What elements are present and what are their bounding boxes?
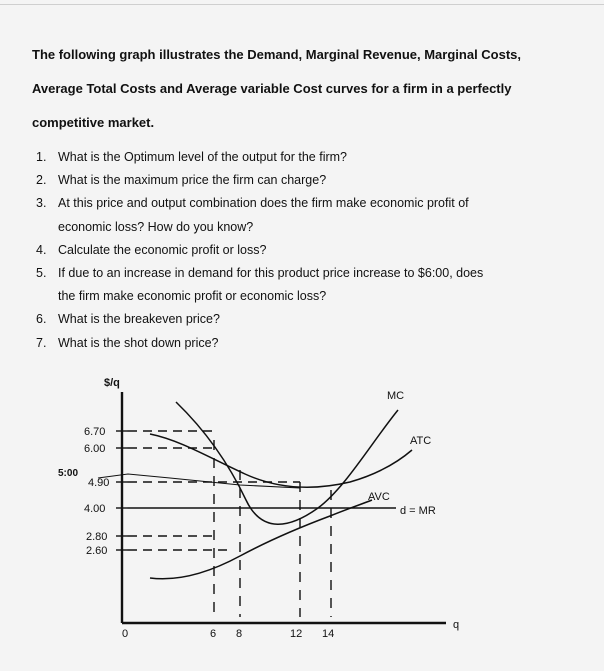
y-axis-label: $/q [104, 377, 120, 389]
question-item [36, 146, 566, 169]
question-text: What is the maximum price the firm can charge? [58, 173, 327, 188]
x-tick-label: 12 [290, 628, 303, 640]
y-tick-label: 2.80 [86, 531, 108, 543]
avc-curve [150, 500, 372, 579]
y-tick-label: 4.90 [88, 477, 110, 489]
question-number: 4. [36, 242, 47, 257]
question-text: If due to an increase in demand for this product price increase to $6:00, does [58, 266, 484, 281]
question-number: 7. [36, 335, 47, 350]
question-item [36, 308, 566, 331]
question-item [36, 169, 566, 192]
question-text: What is the breakeven price? [58, 312, 220, 327]
question-text: What is the shot down price? [58, 335, 219, 350]
question-item [36, 239, 566, 262]
avc-label: AVC [368, 491, 390, 503]
question-number: 1. [36, 150, 47, 164]
x-axis-label: q [453, 619, 460, 631]
question-text-continued: the firm make economic profit or economic loss? [58, 289, 327, 304]
handwritten-price-line [98, 474, 300, 488]
cost-curves-graph [0, 360, 604, 660]
x-tick-label: 0 [122, 628, 129, 640]
y-tick-label: 2.60 [86, 545, 108, 557]
question-number: 6. [36, 312, 47, 327]
y-tick-label: 4.00 [84, 503, 106, 515]
y-tick-label: 6.00 [84, 443, 106, 455]
problem-intro: The following graph illustrates the Demand, Marginal Revenue, Marginal Costs, Average Total Costs and Average variable Cost curves for a firm in a perfectly competitive market. [32, 47, 522, 130]
question-item [36, 192, 566, 238]
atc-curve [150, 434, 412, 487]
question-text: What is the Optimum level of the output for the firm? [58, 150, 348, 164]
atc-label: ATC [410, 435, 432, 447]
y-tick-label: 6.70 [84, 426, 106, 438]
demand-mr-label: d = MR [400, 505, 436, 517]
question-text: Calculate the economic profit or loss? [58, 242, 267, 257]
x-tick-label: 8 [236, 628, 243, 640]
question-item [36, 262, 566, 308]
question-text: At this price and output combination does the firm make economic profit of [58, 196, 469, 211]
question-list [36, 146, 566, 355]
question-number: 5. [36, 266, 47, 281]
question-item [36, 332, 566, 355]
x-tick-label: 6 [210, 628, 217, 640]
mc-label: MC [387, 390, 405, 402]
question-text-continued: economic loss? How do you know? [58, 219, 254, 234]
question-number: 3. [36, 196, 47, 211]
x-tick-label: 14 [322, 628, 335, 640]
handwritten-price-label: 5:00 [58, 468, 79, 479]
question-number: 2. [36, 173, 47, 188]
top-divider [0, 4, 604, 5]
mc-curve [176, 402, 398, 524]
